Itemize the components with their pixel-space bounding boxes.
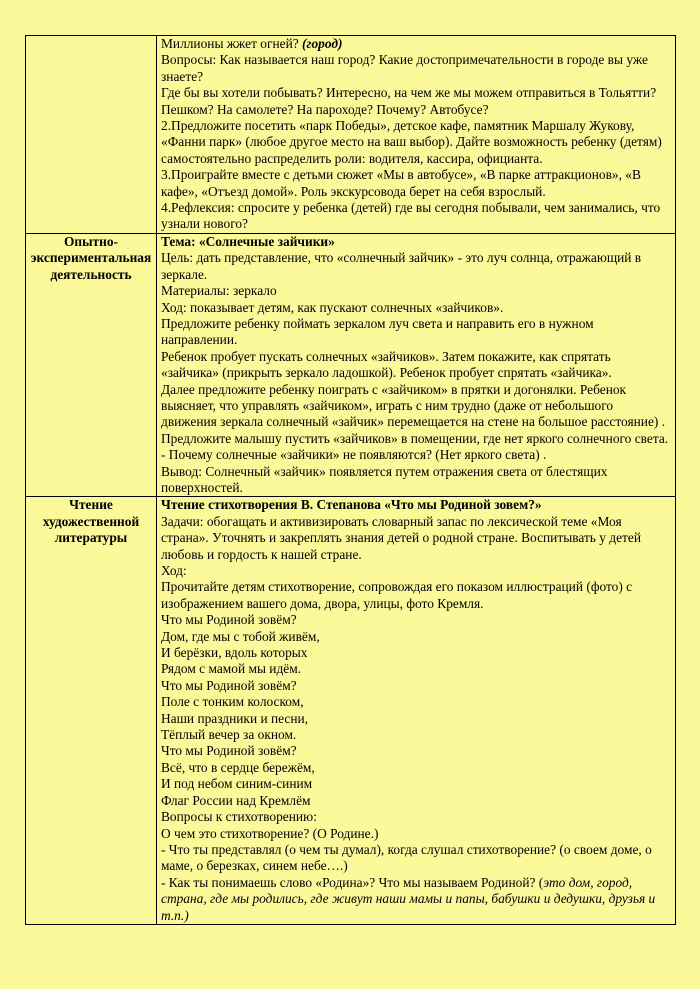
paragraph: - Почему солнечные «зайчики» не появляются? (Нет яркого света) .	[161, 447, 547, 463]
poem-line: Поле с тонким колоском,	[161, 694, 304, 710]
section-label-cell	[26, 36, 157, 234]
paragraph: Предложите ребенку поймать зеркалом луч света и направить его в нужном направлении.	[161, 315, 594, 348]
poem-line: Рядом с мамой мы идём.	[161, 661, 302, 677]
section-title: Чтение стихотворения В. Степанова «Что мы Родиной зовем?»	[161, 497, 542, 513]
section-content-cell	[157, 36, 676, 234]
table-row	[26, 497, 676, 925]
section-label: Опытно-экспериментальная деятельность	[30, 233, 152, 282]
poem-line: Всё, что в сердце бережём,	[161, 759, 315, 775]
paragraph: Материалы: зеркало	[161, 283, 277, 299]
paragraph: Вопросы: Как называется наш город? Какие достопримечательности в городе вы уже знаете?	[161, 52, 648, 84]
paragraph: Ход:	[161, 563, 187, 578]
section-label: Чтение художественной литературы	[42, 497, 140, 546]
poem-line: Флаг России над Кремлём	[161, 792, 311, 808]
poem-line: Наши праздники и песни,	[161, 710, 309, 726]
poem-line: Дом, где мы с тобой живём,	[161, 628, 320, 644]
lesson-plan-table	[25, 35, 676, 925]
table-row	[26, 233, 676, 497]
paragraph: - Как ты понимаешь слово «Родина»? Что мы называем Родиной? (это дом, город, страна, где мы родились, где живут наши мамы и папы, бабушки и дедушки, друзья и т.п.)	[161, 874, 656, 923]
paragraph: Ход: показывает детям, как пускают солнечных «зайчиков».	[161, 299, 504, 315]
section-label-cell	[26, 497, 157, 925]
paragraph: 3.Проиграйте вместе с детьми сюжет «Мы в автобусе», «В парке аттракционов», «В кафе», «Отъезд домой». Роль экскурсовода берет на себя взрослый.	[161, 167, 641, 199]
paragraph: Вывод: Солнечный «зайчик» появляется путем отражения света от блестящих поверхностей.	[161, 463, 608, 495]
paragraph: 2.Предложите посетить «парк Победы», детское кафе, памятник Маршалу Жукову, «Фанни парк» (любое другое место на ваш выбор). Дайте возможность ребенку (детям) самостоятельно распределить роли: водителя, кассира, официанта.	[161, 118, 662, 166]
poem-line: Что мы Родиной зовём?	[161, 743, 297, 759]
section-title: Тема: «Солнечные зайчики»	[161, 233, 335, 249]
paragraph: Далее предложите ребенку поиграть с «зайчиком» в прятки и догонялки. Ребенок выясняет, что управлять «зайчиком», играть с ним трудно (даже от небольшого движения зеркала солнечный «зайчик» перемещается на стене на большое расстояние) .	[161, 381, 666, 430]
paragraph: Предложите малышу пустить «зайчиков» в помещении, где нет яркого солнечного света.	[161, 430, 669, 446]
paragraph: Цель: дать представление, что «солнечный зайчик» - это луч солнца, отражающий в зеркале.	[161, 250, 642, 282]
paragraph: О чем это стихотворение? (О Родине.)	[161, 825, 379, 841]
paragraph: 4.Рефлексия: спросите у ребенка (детей) где вы сегодня побывали, чем занимались, что узнали нового?	[161, 200, 661, 232]
paragraph: Задачи: обогащать и активизировать словарный запас по лексической теме «Моя страна». Уточнять и закреплять знания детей о родной стране. Воспитывать у детей любовь и гордость к нашей стране.	[161, 513, 642, 562]
paragraph: Вопросы к стихотворению:	[161, 809, 317, 825]
section-label-cell	[26, 233, 157, 497]
poem-line: И под небом синим-синим	[161, 776, 313, 792]
paragraph: Миллионы жжет огней? (город)	[161, 36, 343, 51]
section-content-cell	[157, 497, 676, 925]
paragraph: Ребенок пробует пускать солнечных «зайчиков». Затем покажите, как спрятать «зайчика» (прикрыть зеркало ладошкой). Ребенок пробует спрятать «зайчика».	[161, 348, 612, 381]
poem-line: Что мы Родиной зовём?	[161, 677, 297, 693]
paragraph: Где бы вы хотели побывать? Интересно, на чем же мы можем отправиться в Тольятти? Пешком? На самолете? На пароходе? Почему? Автобусе?	[161, 85, 657, 117]
poem-line: Тёплый вечер за окном.	[161, 727, 297, 743]
poem-line: Что мы Родиной зовём?	[161, 612, 297, 628]
poem-line: И берёзки, вдоль которых	[161, 645, 308, 661]
table-row	[26, 36, 676, 234]
paragraph: - Что ты представлял (о чем ты думал), когда слушал стихотворение? (о своем доме, о маме, о березках, синем небе….)	[161, 841, 652, 874]
paragraph: Прочитайте детям стихотворение, сопровождая его показом иллюстраций (фото) с изображением вашего дома, двора, улицы, фото Кремля.	[161, 579, 633, 611]
section-content-cell	[157, 233, 676, 497]
